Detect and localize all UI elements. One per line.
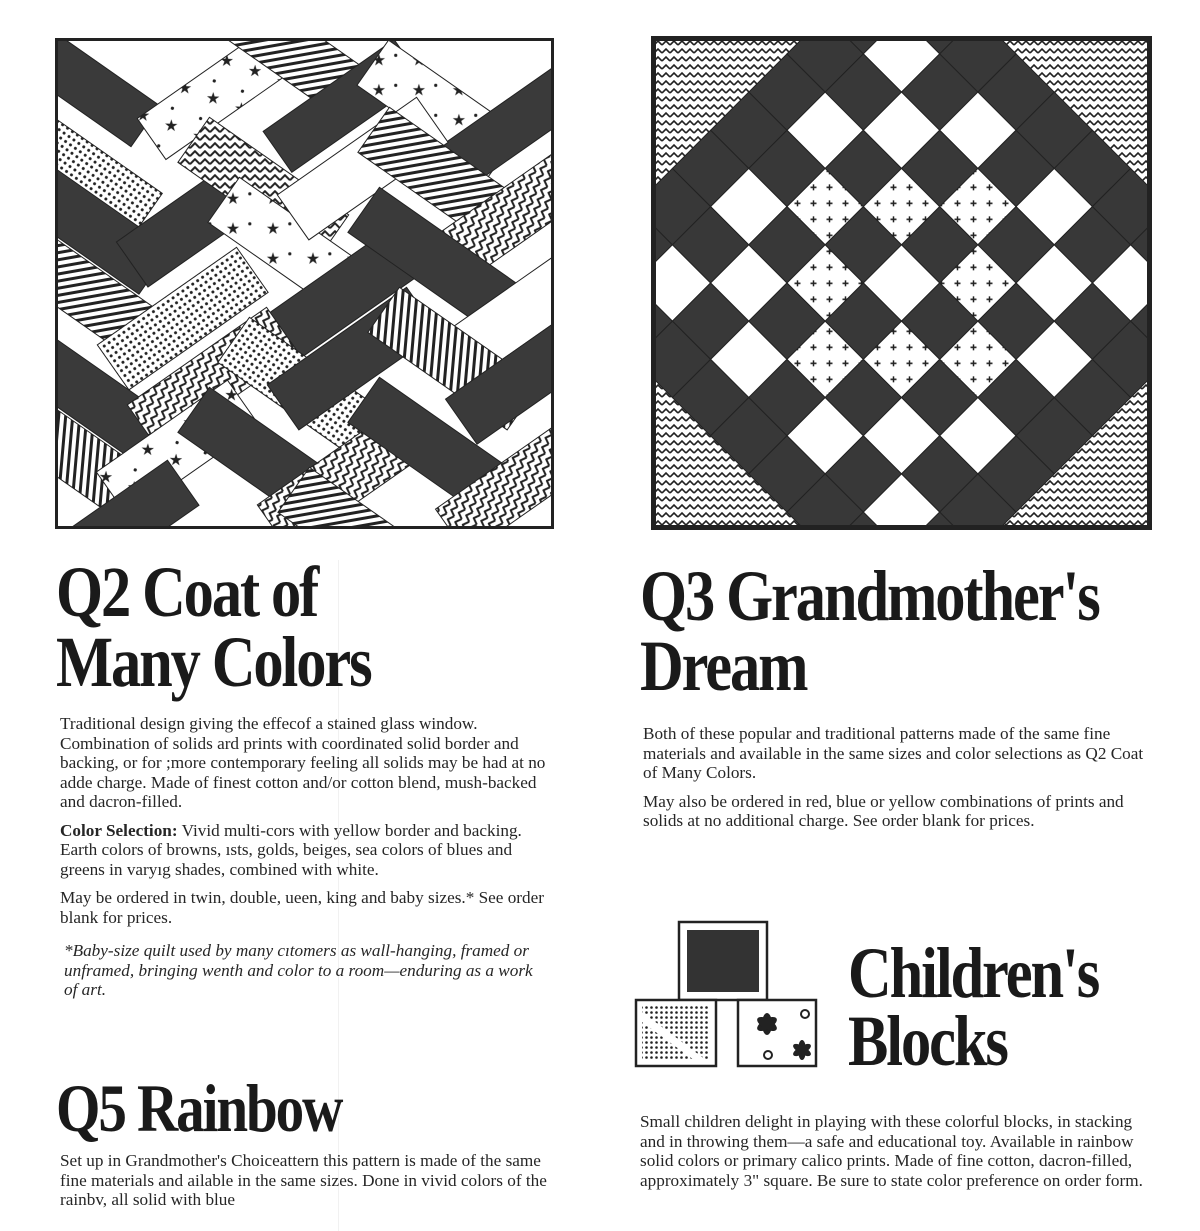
q3-title-line1: Q3 Grandmother's [640,556,1099,636]
q3-description [643,724,1153,840]
q5-title: Q5 Rainbow [56,1070,342,1146]
blocks-title-line2: Blocks [848,1001,1007,1081]
stacked-blocks-icon [634,920,819,1068]
q2-sizes: May be ordered in twin, double, ueen, king and baby sizes.* See order blank for prices. [60,888,544,927]
blocks-description [640,1112,1145,1199]
q3-paragraph-2: May also be ordered in red, blue or yellow combinations of prints and solids at no additional charge. See order blank for prices. [643,791,1124,830]
color-selection-label: Color Selection: [60,820,178,840]
q2-color-selection [60,821,550,880]
q3-title-line2: Dream [640,626,807,706]
blocks-title-line1: Children's [848,933,1099,1013]
q2-title-line2: Many Colors [56,622,371,702]
q2-description [60,714,550,1009]
herringbone-quilt-icon [58,41,551,526]
grandmothers-dream-quilt-illustration [651,36,1152,530]
diamond-checker-quilt-icon [654,39,1149,527]
childrens-blocks-illustration [634,920,819,1068]
q5-description [60,1151,550,1219]
color-selection-text: Vivid multi-cors with yellow border and backing. Earth colors of browns, ısts, golds, beiges, sea colors of blues and greens in varyıg shades, combined with white. [60,820,522,879]
q5-paragraph: Set up in Grandmother's Choiceattern this pattern is made of the same fine materials and ailable in the same sizes. Done in vivid colors of the rainbv, all solid with blue [60,1151,547,1209]
blocks-paragraph: Small children delight in playing with these colorful blocks, in stacking and in throwing them—a safe and educational toy. Available in rainbow solid colors or primary calico prints. Made of fine cotton, dacron-filled, approximately 3" square. Be sure to state color preference on order form. [640,1112,1143,1190]
coat-of-many-colors-quilt-illustration [55,38,554,529]
q2-footnote: *Baby-size quilt used by many cıtomers as wall-hanging, framed or unframed, bringing wenth and color to a room—enduring as a work of art. [64,941,533,999]
q2-paragraph-1: Traditional design giving the effecof a stained glass window. Combination of solids ard prints with coordinated solid border and backing, or for ;more contemporary feeling all solids may be had at no adde charge. Made of finest cotton and/or cotton blend, mush-backed and dacron-filled. [60,714,546,811]
q2-title-line1: Q2 Coat of [56,552,318,632]
q3-paragraph-1: Both of these popular and traditional patterns made of the same fine materials and available in the same sizes and color selections as Q2 Coat of Many Colors. [643,724,1144,782]
